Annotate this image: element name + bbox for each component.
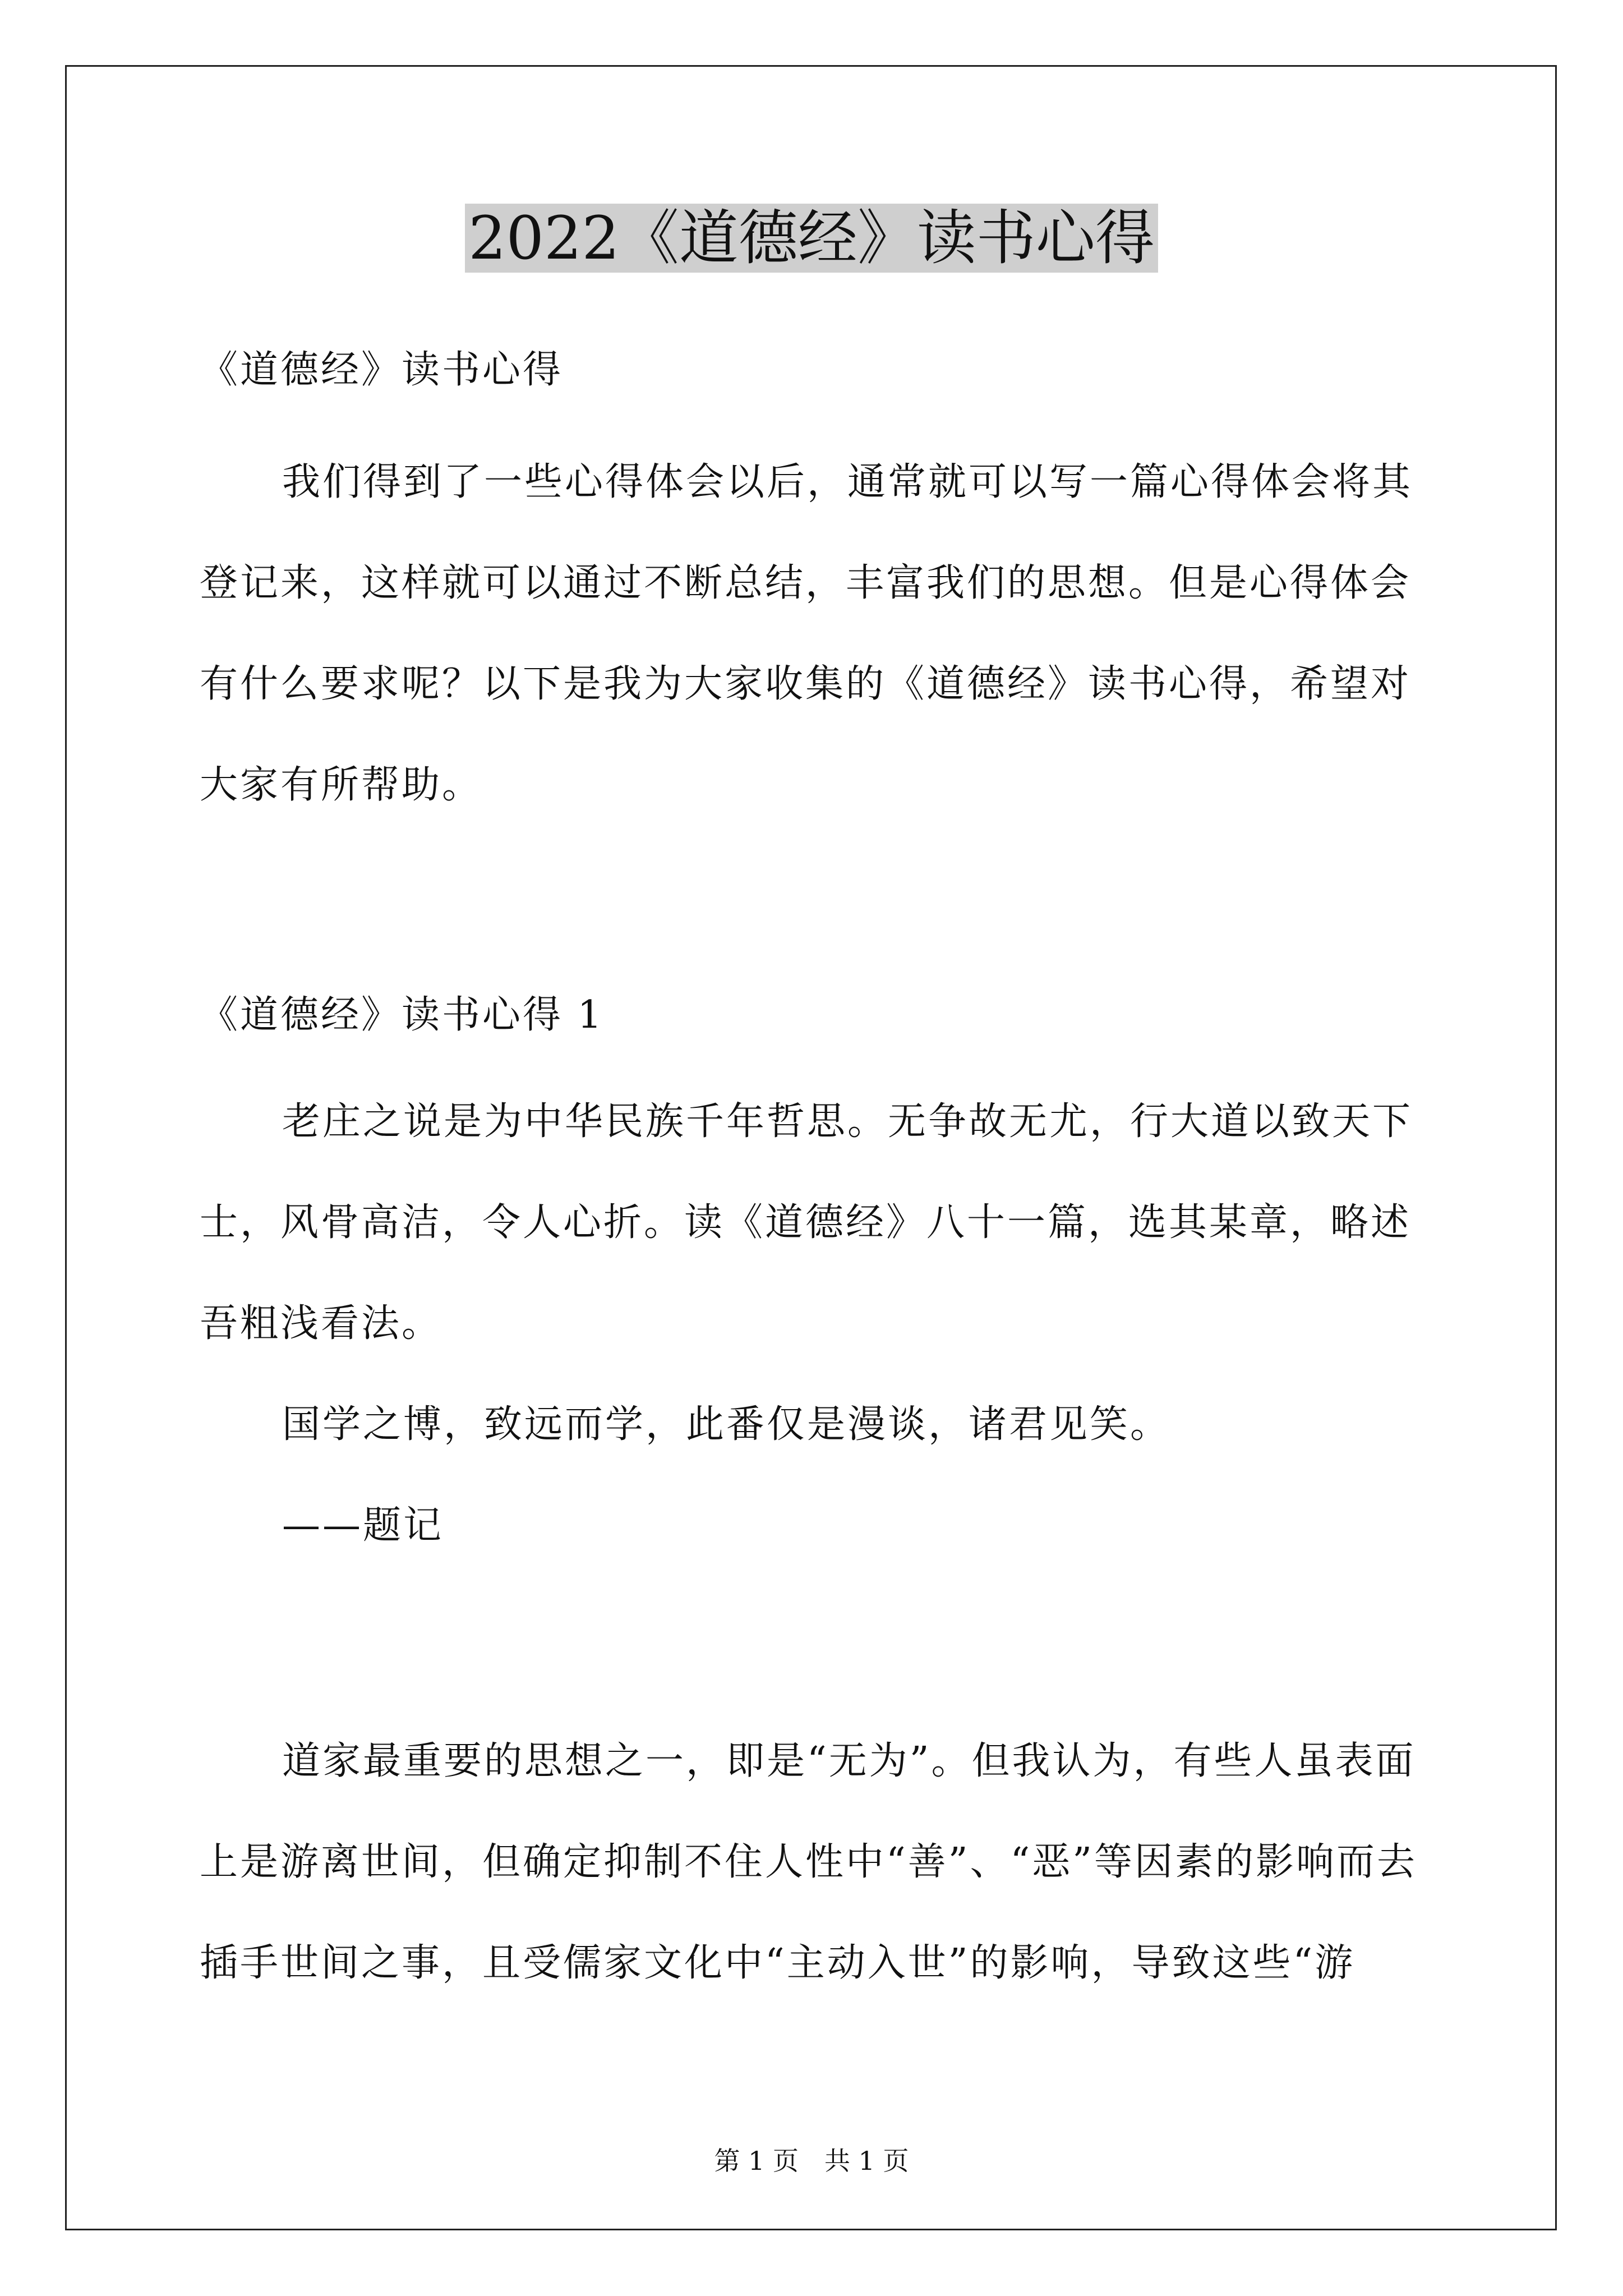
body-paragraph-2: 国学之博，致远而学，此番仅是漫谈，诸君见笑。 xyxy=(282,1402,1171,1447)
title-text: 2022《道德经》读书心得 xyxy=(465,204,1158,273)
intro-paragraph: 我们得到了一些心得体会以后，通常就可以写一篇心得体会将其登记来，这样就可以通过不断总结，丰富我们的思想。但是心得体会有什么要求呢？以下是我为大家收集的《道德经》读书心得，希望对大家有所帮助。 xyxy=(200,460,1413,807)
document-title xyxy=(0,196,1623,280)
subtitle: 《道德经》读书心得 xyxy=(200,348,564,392)
body-paragraph-4: 道家最重要的思想之一，即是“无为”。但我认为，有些人虽表面上是游离世间，但确定抑制不住人性中“善”、“恶”等因素的影响而去插手世间之事，且受儒家文化中“主动入世”的影响，导致这些“游 xyxy=(200,1739,1418,1985)
section-heading: 《道德经》读书心得 1 xyxy=(200,993,604,1037)
inscription: ——题记 xyxy=(282,1503,444,1548)
body-paragraph-1: 老庄之说是为中华民族千年哲思。无争故无尤，行大道以致天下士，风骨高洁，令人心折。读《道德经》八十一篇，选其某章，略述吾粗浅看法。 xyxy=(200,1099,1413,1346)
page-footer: 第 1 页 共 1 页 xyxy=(714,2146,909,2176)
